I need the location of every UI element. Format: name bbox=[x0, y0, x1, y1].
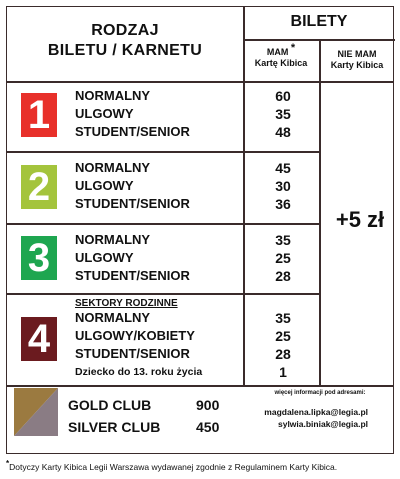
gold-club-price: 900 bbox=[196, 397, 220, 413]
sector-4-label-student: STUDENT/SENIOR bbox=[75, 346, 190, 361]
sector-1-label-student: STUDENT/SENIOR bbox=[75, 124, 190, 139]
price-table bbox=[6, 6, 394, 454]
club-color-swatch bbox=[14, 388, 58, 436]
contact-email-2[interactable]: sylwia.biniak@legia.pl bbox=[277, 419, 368, 429]
sector-3-price-ulgowy: 25 bbox=[275, 250, 291, 266]
sector-3-label-ulgowy: ULGOWY bbox=[75, 250, 134, 265]
sector-2-price-normalny: 45 bbox=[275, 160, 291, 176]
footnote-star: * bbox=[6, 459, 10, 468]
silver-club-label: SILVER CLUB bbox=[68, 419, 161, 435]
silver-club-price: 450 bbox=[196, 419, 220, 435]
sector-1-price-normalny: 60 bbox=[275, 88, 291, 104]
sector-4-price-normalny: 35 bbox=[275, 310, 291, 326]
divider-sec-4 bbox=[7, 385, 393, 387]
sector-2-label-normalny: NORMALNY bbox=[75, 160, 151, 175]
divider-sec-3 bbox=[7, 293, 319, 295]
header-mam-karte: MAM * Kartę Kibica bbox=[254, 42, 308, 68]
sector-2-label-ulgowy: ULGOWY bbox=[75, 178, 134, 193]
sector-1-price-ulgowy: 35 bbox=[275, 106, 291, 122]
sector-4-label-child: Dziecko do 13. roku życia bbox=[75, 366, 203, 378]
sector-3-badge: 3 bbox=[21, 236, 57, 280]
sector-4-price-student: 28 bbox=[275, 346, 291, 362]
header-bilety: BILETY bbox=[290, 13, 348, 30]
contact-email-1[interactable]: magdalena.lipka@legia.pl bbox=[264, 407, 368, 417]
sector-1-badge: 1 bbox=[21, 93, 57, 137]
family-sectors-title: SEKTORY RODZINNE bbox=[75, 298, 178, 309]
footnote bbox=[6, 459, 337, 472]
sector-2-price-student: 36 bbox=[275, 196, 291, 212]
header-nie-mam-karty: NIE MAM Karty Kibica bbox=[330, 49, 384, 70]
sector-2-label-student: STUDENT/SENIOR bbox=[75, 196, 190, 211]
no-card-surcharge: +5 zł bbox=[335, 207, 385, 232]
sector-2-price-ulgowy: 30 bbox=[275, 178, 291, 194]
sector-3-label-normalny: NORMALNY bbox=[75, 232, 151, 247]
sector-1-label-normalny: NORMALNY bbox=[75, 88, 151, 103]
sector-1-label-ulgowy: ULGOWY bbox=[75, 106, 134, 121]
sector-4-price-ulgowy: 25 bbox=[275, 328, 291, 344]
gold-club-label: GOLD CLUB bbox=[68, 397, 152, 413]
sector-2-badge: 2 bbox=[21, 165, 57, 209]
footnote-text: Dotyczy Karty Kibica Legii Warszawa wydawanej zgodnie z Regulaminem Karty Kibica. bbox=[9, 461, 338, 472]
sector-3-price-student: 28 bbox=[275, 268, 291, 284]
header-ticket-type: RODZAJ BILETU / KARNETU bbox=[47, 22, 203, 59]
sector-4-label-normalny: NORMALNY bbox=[75, 310, 151, 325]
sector-1-price-student: 48 bbox=[275, 124, 291, 140]
divider-sec-2 bbox=[7, 223, 319, 225]
sector-3-price-normalny: 35 bbox=[275, 232, 291, 248]
divider-sec-1 bbox=[7, 151, 319, 153]
sector-4-price-child: 1 bbox=[279, 364, 287, 380]
contact-note: więcej informacji pod adresami: bbox=[274, 390, 366, 396]
sector-4-badge: 4 bbox=[21, 317, 57, 361]
divider-header bbox=[7, 81, 393, 83]
sector-3-label-student: STUDENT/SENIOR bbox=[75, 268, 190, 283]
sector-4-label-ulgowy: ULGOWY/KOBIETY bbox=[75, 328, 195, 343]
